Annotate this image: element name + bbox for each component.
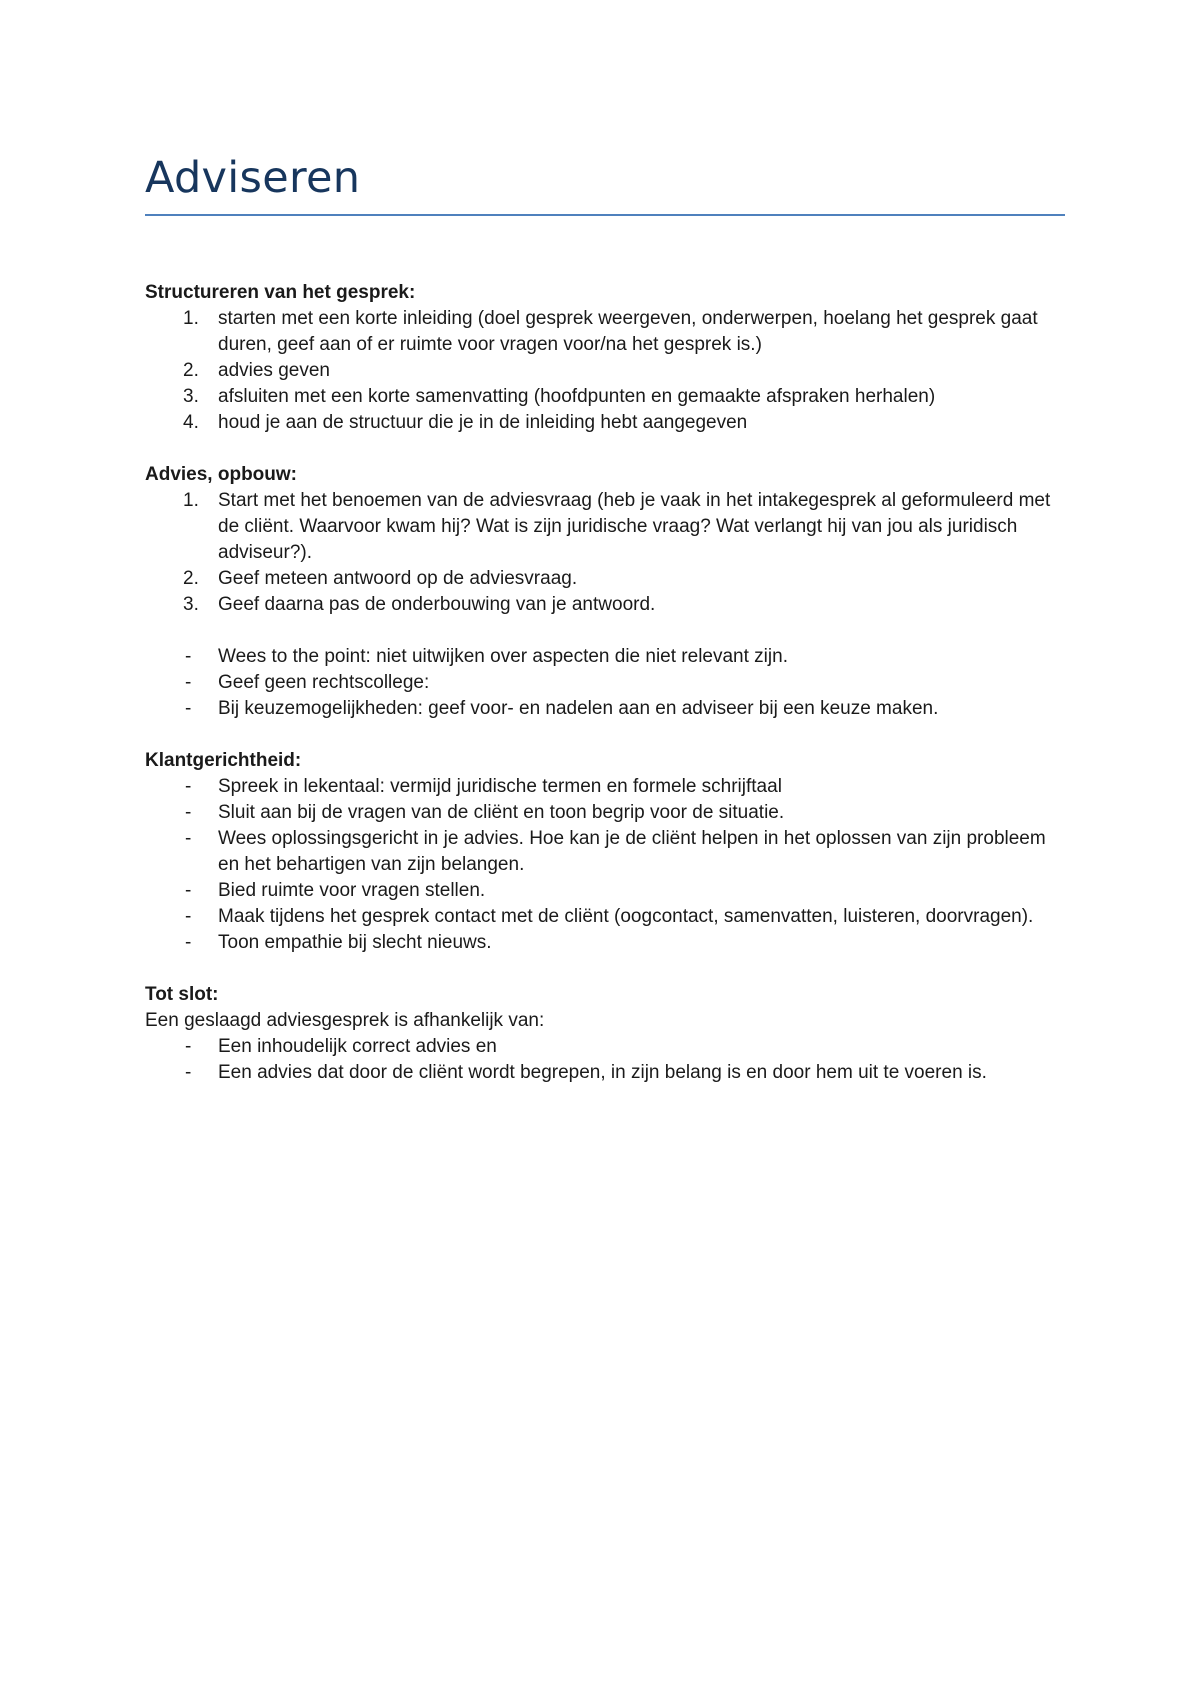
list-item — [145, 358, 1065, 384]
list-item — [145, 488, 1065, 566]
list-item — [145, 384, 1065, 410]
list-item — [145, 774, 1065, 800]
list-number: 2. — [183, 360, 199, 381]
list-dash: - — [185, 672, 192, 693]
list-number: 1. — [183, 308, 199, 329]
list-item-text: Wees oplossingsgericht in je advies. Hoe kan je de cliënt helpen in het oplossen van zijn probleem en het behartigen van zijn belangen. — [218, 828, 1046, 875]
numbered-list — [145, 488, 1065, 618]
list-item-text: Wees to the point: niet uitwijken over aspecten die niet relevant zijn. — [218, 646, 788, 667]
spacer — [145, 436, 1065, 462]
bullet-list — [145, 774, 1065, 956]
bullet-list — [145, 1034, 1065, 1086]
list-item — [145, 930, 1065, 956]
list-item — [145, 696, 1065, 722]
spacer — [145, 956, 1065, 982]
list-item — [145, 670, 1065, 696]
document-page — [145, 150, 1065, 1086]
section-advice — [145, 462, 1065, 722]
section-heading: Tot slot: — [145, 984, 219, 1005]
list-item-text: starten met een korte inleiding (doel gesprek weergeven, onderwerpen, hoelang het gesprek gaat duren, geef aan of er ruimte voor vragen voor/na het gesprek is.) — [218, 308, 1038, 355]
list-item — [145, 800, 1065, 826]
section-closing — [145, 982, 1065, 1086]
list-item-text: Geef meteen antwoord op de adviesvraag. — [218, 568, 578, 589]
list-item-text: Bij keuzemogelijkheden: geef voor- en nadelen aan en adviseer bij een keuze maken. — [218, 698, 939, 719]
list-item — [145, 644, 1065, 670]
list-number: 3. — [183, 386, 199, 407]
spacer — [145, 618, 1065, 644]
list-number: 2. — [183, 568, 199, 589]
section-client — [145, 748, 1065, 956]
list-number: 3. — [183, 594, 199, 615]
spacer — [145, 216, 1065, 280]
list-dash: - — [185, 1062, 192, 1083]
section-heading: Klantgerichtheid: — [145, 750, 302, 771]
list-item-text: houd je aan de structuur die je in de inleiding hebt aangegeven — [218, 412, 748, 433]
list-item-text: Spreek in lekentaal: vermijd juridische termen en formele schrijftaal — [218, 776, 782, 797]
numbered-list — [145, 306, 1065, 436]
list-dash: - — [185, 646, 192, 667]
list-item — [145, 1034, 1065, 1060]
list-dash: - — [185, 1036, 192, 1057]
spacer — [145, 722, 1065, 748]
list-item-text: Een advies dat door de cliënt wordt begrepen, in zijn belang is en door hem uit te voeren is. — [218, 1062, 987, 1083]
document-title: Adviseren — [145, 153, 361, 203]
list-item-text: Maak tijdens het gesprek contact met de cliënt (oogcontact, samenvatten, luisteren, doorvragen). — [218, 906, 1034, 927]
list-item — [145, 878, 1065, 904]
list-dash: - — [185, 698, 192, 719]
list-number: 4. — [183, 412, 199, 433]
list-dash: - — [185, 802, 192, 823]
list-item-text: Toon empathie bij slecht nieuws. — [218, 932, 492, 953]
list-dash: - — [185, 880, 192, 901]
list-dash: - — [185, 906, 192, 927]
list-item — [145, 410, 1065, 436]
list-dash: - — [185, 932, 192, 953]
list-item-text: Een inhoudelijk correct advies en — [218, 1036, 497, 1057]
list-dash: - — [185, 776, 192, 797]
list-item-text: Sluit aan bij de vragen van de cliënt en toon begrip voor de situatie. — [218, 802, 785, 823]
list-item-text: Geef geen rechtscollege: — [218, 672, 430, 693]
list-item — [145, 592, 1065, 618]
list-number: 1. — [183, 490, 199, 511]
section-heading: Structureren van het gesprek: — [145, 282, 416, 303]
list-item — [145, 904, 1065, 930]
bullet-list — [145, 644, 1065, 722]
list-item — [145, 1060, 1065, 1086]
list-item-text: advies geven — [218, 360, 330, 381]
list-item-text: Bied ruimte voor vragen stellen. — [218, 880, 486, 901]
list-item-text: Start met het benoemen van de adviesvraag (heb je vaak in het intakegesprek al geformuleerd met de cliënt. Waarvoor kwam hij? Wat is zijn juridische vraag? Wat verlangt hij van jou als juridisch adviseur?). — [218, 490, 1051, 563]
list-item — [145, 306, 1065, 358]
closing-intro: Een geslaagd adviesgesprek is afhankelijk van: — [145, 1010, 545, 1031]
list-item — [145, 826, 1065, 878]
section-heading: Advies, opbouw: — [145, 464, 297, 485]
section-structure — [145, 280, 1065, 436]
list-item-text: afsluiten met een korte samenvatting (hoofdpunten en gemaakte afspraken herhalen) — [218, 386, 936, 407]
list-dash: - — [185, 828, 192, 849]
list-item — [145, 566, 1065, 592]
list-item-text: Geef daarna pas de onderbouwing van je antwoord. — [218, 594, 656, 615]
